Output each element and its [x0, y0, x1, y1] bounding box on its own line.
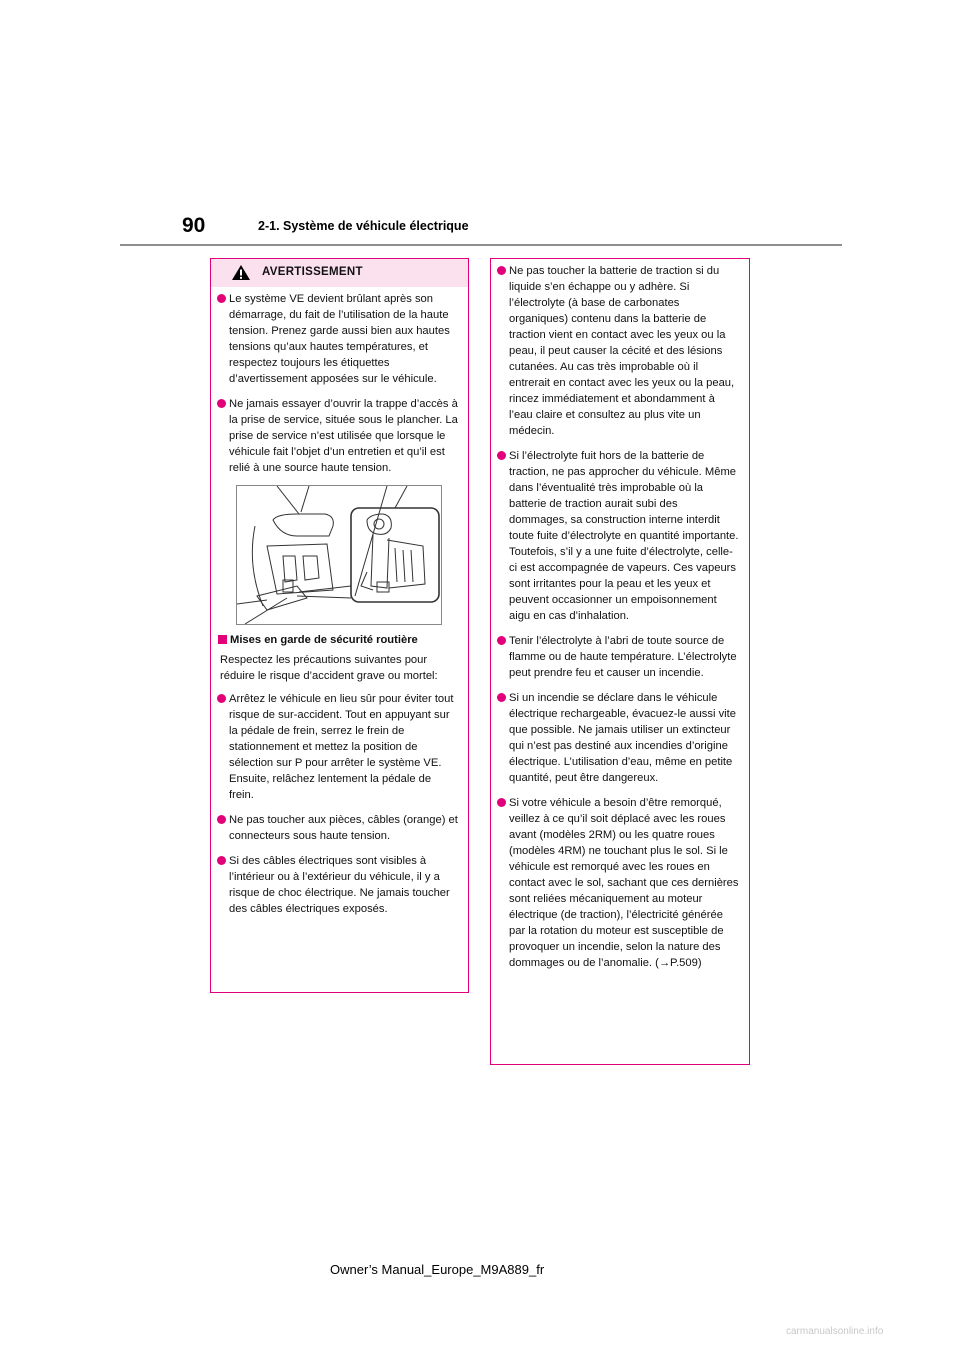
list-item — [500, 795, 739, 971]
bullet-dot-icon — [217, 294, 226, 303]
list-item — [220, 853, 458, 917]
list-item — [220, 812, 458, 844]
bullet-text: Si l’électrolyte fuit hors de la batterie de traction, ne pas approcher du véhicule. Même dans l’éventualité très improbable où la batterie de traction aurait subi des dommages, sa construction interne interdit toute fuite d’électrolyte en quantité importante. Toutefois, s’il y a une fuite d’électrolyte, celle-ci est accompagnée de vapeurs. Ces vapeurs sont irritantes pour la peau et les yeux et peuvent occasionner un empoisonnement aigu en cas d’inhalation. — [509, 450, 739, 622]
watermark: carmanualsonline.info — [786, 1326, 884, 1337]
bullet-text: Si votre véhicule a besoin d’être remorqué, veillez à ce qu’il soit déplacé avec les roues avant (modèles 2RM) ou les quatre roues (modèles 4RM) ne touchant plus le sol. Si le véhicule est remorqué avec les roues en contact avec le sol, sachant que ces dernières sont reliées mécaniquement au moteur électrique (de traction), l’électricité générée par la rotation du moteur est susceptible de provoquer un incendie, selon la nature des dommages ou de l’anomalie. (→P.509) — [509, 797, 739, 969]
warning-header — [211, 259, 468, 287]
warning-title: AVERTISSEMENT — [262, 266, 363, 278]
bullet-text: Arrêtez le véhicule en lieu sûr pour éviter tout risque de sur-accident. Tout en appuyant sur la pédale de frein, serrez le frein de stationnement et mettez la position de sélection sur P pour arrêter le système VE. Ensuite, relâchez lentement la pédale de frein. — [229, 693, 454, 801]
bullet-text: Ne pas toucher la batterie de traction si du liquide s’en échappe ou y adhère. Si l’électrolyte (à base de carbonates organiques) contenu dans la batterie de traction vient en contact avec les yeux ou la peau, il peut causer la cécité et des lésions cutanées. Au cas très improbable où il entrerait en contact avec les yeux ou la peau, rincez immédiatement et abondamment à l’eau claire et consultez au plus vite un médecin. — [509, 265, 735, 437]
section-heading — [220, 632, 458, 648]
warning-triangle-icon — [231, 264, 251, 284]
list-item — [500, 633, 739, 681]
warning-box-left — [210, 258, 469, 993]
bullet-dot-icon — [497, 798, 506, 807]
bullet-dot-icon — [497, 451, 506, 460]
list-item — [500, 690, 739, 786]
bullet-text: Si des câbles électriques sont visibles à l’intérieur ou à l’extérieur du véhicule, il y a risque de choc électrique. Ne jamais toucher des câbles électriques exposés. — [229, 855, 450, 915]
bullet-text: Le système VE devient brûlant après son démarrage, du fait de l’utilisation de la haute tension. Prenez garde aussi bien aux hautes tensions qu’aux hautes températures, et respectez toujours les étiquettes d’avertissement apposées sur le véhicule. — [229, 293, 450, 385]
list-item — [500, 448, 739, 624]
list-item — [220, 291, 458, 387]
intro-paragraph: Respectez les précautions suivantes pour réduire le risque d’accident grave ou mortel: — [220, 654, 438, 682]
page-number: 90 — [182, 214, 206, 237]
square-bullet-icon — [218, 635, 227, 644]
bullet-text: Si un incendie se déclare dans le véhicule électrique rechargeable, évacuez-le aussi vite que possible. Ne jamais utiliser un extincteur qui n’est pas destiné aux incendies d’origine électrique. L’utilisation d’eau, même en petite quantité, peut être dangereux. — [509, 692, 736, 784]
manual-footer: Owner’s Manual_Europe_M9A889_fr — [330, 1262, 545, 1277]
bullet-text: Tenir l’électrolyte à l’abri de toute source de flamme ou de haute température. L’électrolyte peut prendre feu et causer un incendie. — [509, 635, 737, 679]
bullet-dot-icon — [217, 399, 226, 408]
service-plug-illustration — [236, 485, 442, 625]
header-rule — [120, 244, 842, 246]
bullet-dot-icon — [497, 693, 506, 702]
bullet-dot-icon — [217, 856, 226, 865]
bullet-text: Ne pas toucher aux pièces, câbles (orange) et connecteurs sous haute tension. — [229, 814, 458, 842]
list-item — [500, 263, 739, 439]
bullet-text: Ne jamais essayer d’ouvrir la trappe d’accès à la prise de service, située sous le plancher. La prise de service n’est utilisée que lorsque le véhicule fait l’objet d’un entretien et qu’il est relié à une source haute tension. — [229, 398, 458, 474]
bullet-dot-icon — [217, 815, 226, 824]
list-item — [220, 396, 458, 476]
section-title: 2-1. Système de véhicule électrique — [258, 219, 469, 233]
list-item — [220, 691, 458, 803]
bullet-dot-icon — [497, 266, 506, 275]
warning-box-right — [490, 258, 750, 1065]
bullet-dot-icon — [217, 694, 226, 703]
heading-text: Mises en garde de sécurité routière — [230, 634, 418, 646]
bullet-dot-icon — [497, 636, 506, 645]
